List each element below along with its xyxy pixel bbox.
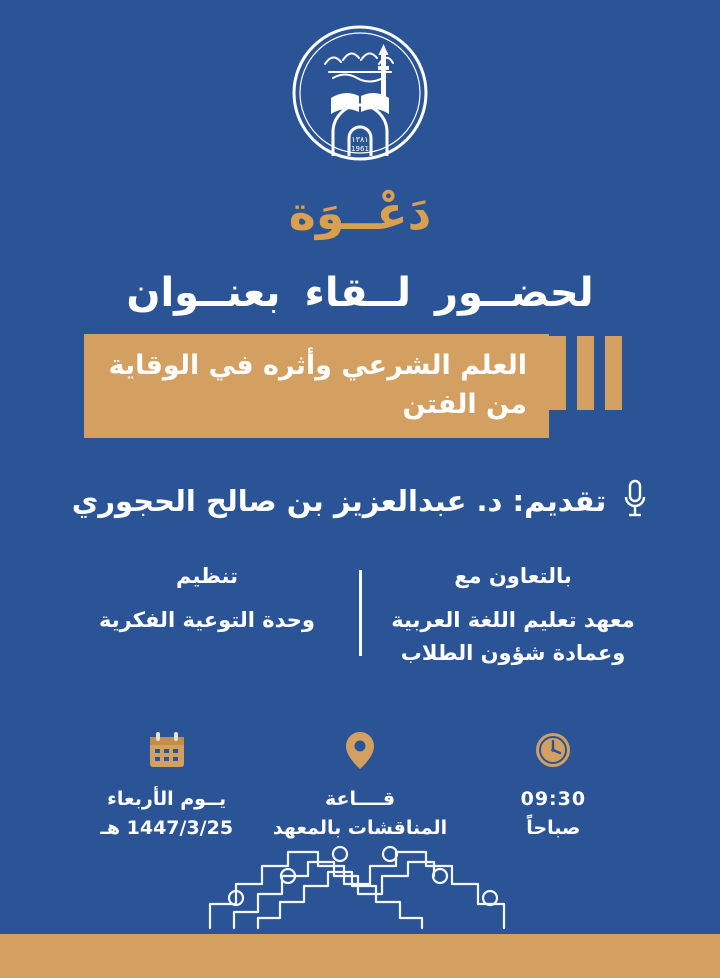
lecture-title: العلم الشرعي وأثره في الوقاية من الفتن [84, 334, 549, 438]
bottom-accent-bar [0, 934, 720, 978]
people-line-art-icon [200, 832, 520, 932]
lecture-title-row [0, 334, 720, 438]
university-logo [285, 18, 435, 168]
organiser-label: تنظيم [176, 564, 238, 589]
event-location [263, 727, 456, 842]
event-time-line2: صباحاً [526, 816, 581, 839]
bar-2 [577, 336, 594, 410]
decorative-bars [549, 334, 622, 438]
clock-icon [530, 727, 576, 773]
university-seal-icon [285, 18, 435, 168]
organiser-col-1 [80, 564, 335, 637]
calendar-icon [144, 727, 190, 773]
speaker-name: تقديم: د. عبدالعزيز بن صالح الحجوري [71, 484, 607, 519]
organiser-value: وحدة التوعية الفكرية [99, 608, 315, 633]
event-time [457, 727, 650, 842]
microphone-icon [622, 478, 648, 524]
svg-text:١٣٨١: ١٣٨١ [351, 135, 369, 144]
event-date-line1: يــوم الأربعاء [107, 788, 227, 811]
organisers-row [0, 564, 720, 669]
speaker-row [72, 478, 648, 524]
organiser-col-2 [386, 564, 641, 669]
headline: لحضــور لــقاء بعنــوان [126, 270, 594, 316]
event-date [70, 727, 263, 842]
bar-1 [605, 336, 622, 410]
event-details-row [0, 727, 720, 842]
collaboration-label: بالتعاون مع [454, 564, 572, 589]
vertical-divider [359, 570, 362, 656]
invitation-word: دَعْــوَة [288, 186, 432, 240]
event-date-line2: 1447/3/25 هـ [100, 816, 234, 839]
bar-3 [549, 336, 566, 410]
svg-text:1961: 1961 [351, 145, 369, 153]
event-location-line2: المناقشات بالمعهد [272, 816, 448, 839]
collaboration-value: معهد تعليم اللغة العربية وعمادة شؤون الطلاب [391, 608, 635, 665]
location-pin-icon [337, 727, 383, 773]
event-time-line1: 09:30 [520, 788, 587, 811]
event-location-line1: قــــاعة [324, 788, 396, 811]
